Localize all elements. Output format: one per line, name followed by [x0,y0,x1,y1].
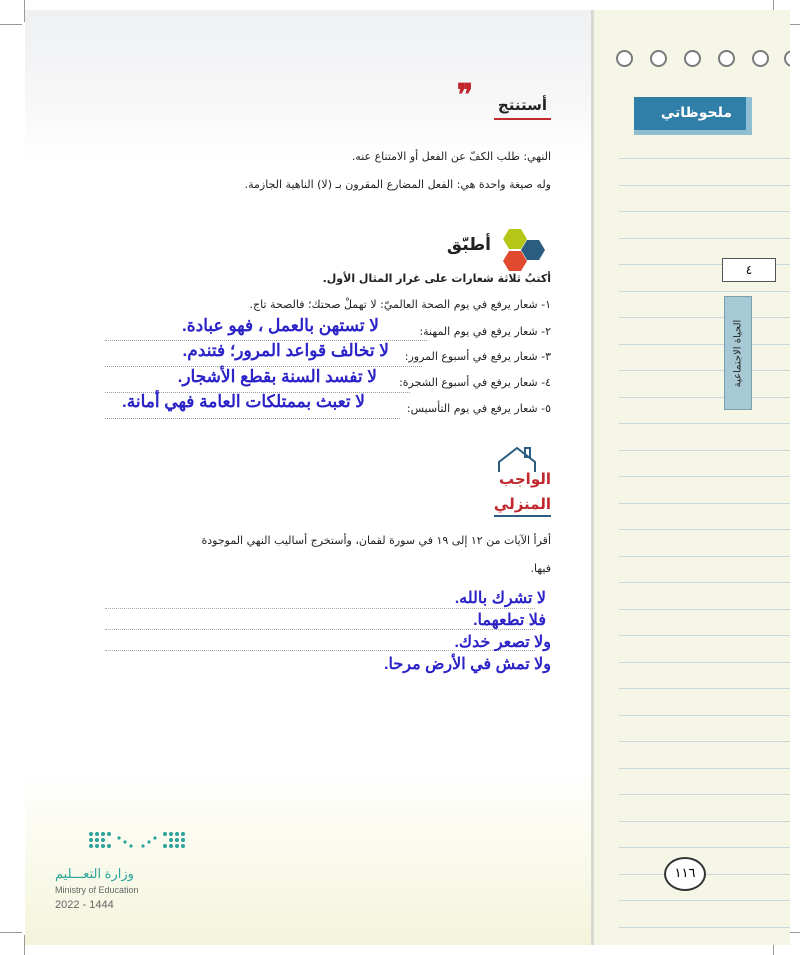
ministry-name-en: Ministry of Education [55,885,139,895]
unit-title: الحياة الاجتماعية [732,319,744,387]
note-line [619,317,790,318]
note-line [619,344,790,345]
unit-title-bar [724,296,752,410]
page-number-value: ١١٦ [674,866,696,881]
unit-number-box [722,258,776,282]
notes-tab [634,97,752,135]
homework-answer-4: ولا تمش في الأرض مرحا. [384,656,551,673]
homework-answer-1: لا تشرك بالله. [454,590,546,607]
note-line [619,423,790,424]
note-line [619,158,790,159]
note-line [619,291,790,292]
conclude-line-2: وله صيغة واحدة هي: الفعل المضارع المقرون بـ (لا) الناهية الجازمة. [244,178,551,191]
binder-hole-icon [650,50,667,67]
notes-tab-label: ملحوظاتي [660,105,732,121]
ministry-name-ar: وزارة التعـــليم [55,866,134,881]
apply-item-5: ٥- شعار يرفع في يوم التأسيس: [406,402,551,415]
apply-answer-4: لا تفسد السنة بقطع الأشجار. [177,367,377,386]
note-line [619,503,790,504]
note-line [619,582,790,583]
note-line [619,927,790,928]
note-line [619,662,790,663]
note-line [619,768,790,769]
note-line [619,529,790,530]
answer-line [105,629,535,630]
note-line [619,238,790,239]
note-line [619,635,790,636]
apply-answer-5: لا تعبث بممتلكات العامة فهي أمانة. [122,392,365,411]
unit-number: ٤ [745,263,753,277]
ministry-logo-icon [85,828,195,856]
binder-hole-icon [616,50,633,67]
conclude-line-1: النهي: طلب الكفّ عن الفعل أو الامتناع عنه. [351,150,551,163]
binder-hole-icon [684,50,701,67]
note-line [619,450,790,451]
note-line [619,900,790,901]
apply-item-2: ٢- شعار يرفع في يوم المهنة: [419,325,551,338]
conclude-heading [456,78,551,120]
note-line [619,821,790,822]
note-line [619,688,790,689]
homework-instruction-2: فيها. [530,562,551,575]
homework-title-1: الواجب [498,470,551,488]
homework-instruction-1: أقرأ الآيات من ١٢ إلى ١٩ في سورة لقمان، وأستخرج أساليب النهي الموجودة [201,534,551,547]
homework-answer-2: فلا تطعهما. [473,612,546,629]
homework-answer-3: ولا تصعر خدك. [454,634,551,651]
note-line [619,211,790,212]
binder-hole-icon [752,50,769,67]
crop-mark [0,932,22,933]
crop-mark [0,24,22,25]
note-line [619,609,790,610]
note-line [619,715,790,716]
notes-sidebar [594,10,790,945]
apply-answer-3: لا تخالف قواعد المرور؛ فتندم. [182,341,389,360]
main-column [25,10,591,945]
note-line [619,556,790,557]
homework-title-2: المنزلي [494,495,551,517]
note-line [619,794,790,795]
quote-marks-icon: ❞ [456,78,473,113]
note-line [619,847,790,848]
apply-title: أطبّق [446,235,491,255]
apply-item-1: ١- شعار يرفع في يوم الصحة العالميّ: لا تهملْ صحتك؛ فالصحة تاج. [249,298,551,311]
hexagon-cluster-icon [495,227,545,273]
answer-line [105,608,535,609]
binder-hole-icon [784,50,790,67]
binder-hole-icon [718,50,735,67]
conclude-title: أستنتج [494,92,551,120]
apply-item-3: ٣- شعار يرفع في أسبوع المرور: [404,350,551,363]
apply-item-4: ٤- شعار يرفع في أسبوع الشجرة: [399,376,551,389]
page-number [664,857,706,891]
note-line [619,741,790,742]
note-line [619,397,790,398]
apply-answer-2: لا تستهن بالعمل ، فهو عبادة. [182,316,379,335]
note-line [619,185,790,186]
edition-year: 2022 - 1444 [55,899,114,911]
textbook-page [25,10,790,945]
apply-instruction: أكتبُ ثلاثة شعارات على غرار المثال الأول. [322,272,551,285]
note-line [619,476,790,477]
answer-line [105,418,400,419]
note-line [619,370,790,371]
